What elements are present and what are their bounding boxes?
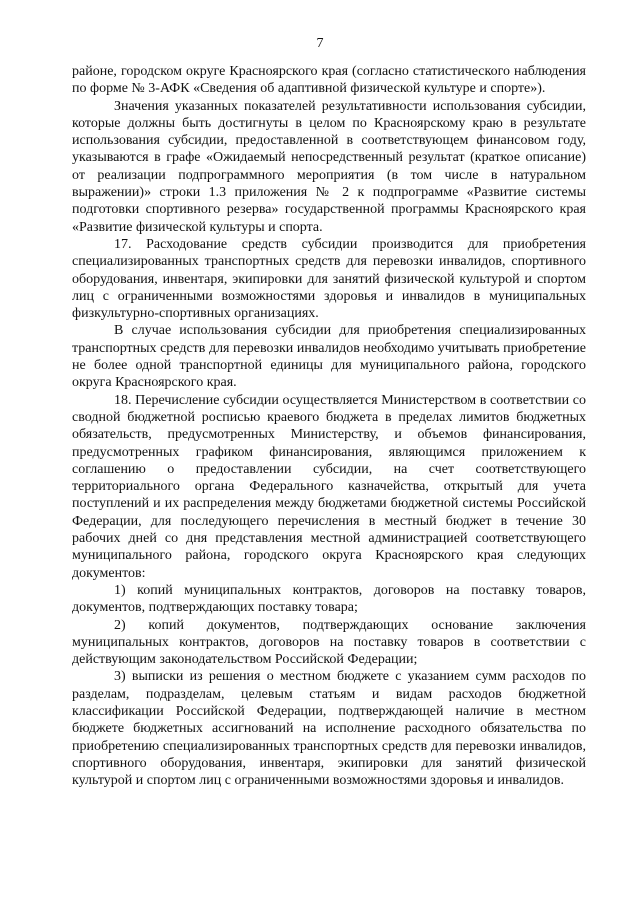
list-item-3: 3) выписки из решения о местном бюджете с указанием сумм расходов по разделам, подразделам, целевым статьям и видам расходов бюджетной классификации Российской Федерации, подтверждающей наличие в местном бюджете бюджетных ассигнований на исполнение расходного обязательства по приобретению специализированных транспортных средств для перевозки инвалидов, спортивного оборудования, инвентаря, экипировки для занятий физической культурой и спортом лиц с ограниченными возможностями здоровья и инвалидов.	[72, 669, 586, 789]
paragraph-continuation: районе, городском округе Красноярского края (согласно статистического наблюдения по форме № 3-АФК «Сведения об адаптивной физической культуре и спорте»).	[72, 64, 586, 97]
paragraph-17: 17. Расходование средств субсидии производится для приобретения специализированных транспортных средств для перевозки инвалидов, спортивного оборудования, инвентаря, экипировки для занятий физической культурой и спортом лиц с ограниченными возможностями здоровья и инвалидов в муниципальных физкультурно-спортивных организациях.	[72, 236, 586, 322]
document-body	[72, 63, 586, 789]
page-number: 7	[316, 36, 324, 51]
paragraph-18: 18. Перечисление субсидии осуществляется Министерством в соответствии со сводной бюджетной росписью краевого бюджета в пределах лимитов бюджетных обязательств, предусмотренных Министерству, и объемов финансирования, предусмотренных графиком финансирования, являющимся приложением к соглашению о предоставлении субсидии, на счет соответствующего территориального органа Федерального казначейства, открытый для учета поступлений и их распределения между бюджетами бюджетной системы Российской Федерации, для последующего перечисления в местный бюджет в течение 30 рабочих дней со дня представления местной администрацией соответствующего муниципального района, городского округа Красноярского края следующих документов:	[72, 392, 586, 581]
paragraph-vehicle-limit: В случае использования субсидии для приобретения специализированных транспортных средств для перевозки инвалидов необходимо учитывать приобретение не более одной транспортной единицы для муниципального района, городского округа Красноярского края.	[72, 323, 586, 391]
paragraph-indicator-values: Значения указанных показателей результативности использования субсидии, которые должны быть достигнуты в целом по Красноярскому краю в результате использования субсидии, предоставленной в соответствующем финансовом году, указываются в графе «Ожидаемый непосредственный результат (краткое описание) от реализации подпрограммного мероприятия (в том числе в натуральном выражении)» строки 1.3 приложения № 2 к подпрограмме «Развитие системы подготовки спортивного резерва» государственной программы Красноярского края «Развитие физической культуры и спорта.	[72, 98, 586, 235]
list-item-2: 2) копий документов, подтверждающих основание заключения муниципальных контрактов, договоров на поставку товаров в соответствии с действующим законодательством Российской Федерации;	[72, 617, 586, 668]
list-item-1: 1) копий муниципальных контрактов, договоров на поставку товаров, документов, подтверждающих поставку товара;	[72, 582, 586, 616]
